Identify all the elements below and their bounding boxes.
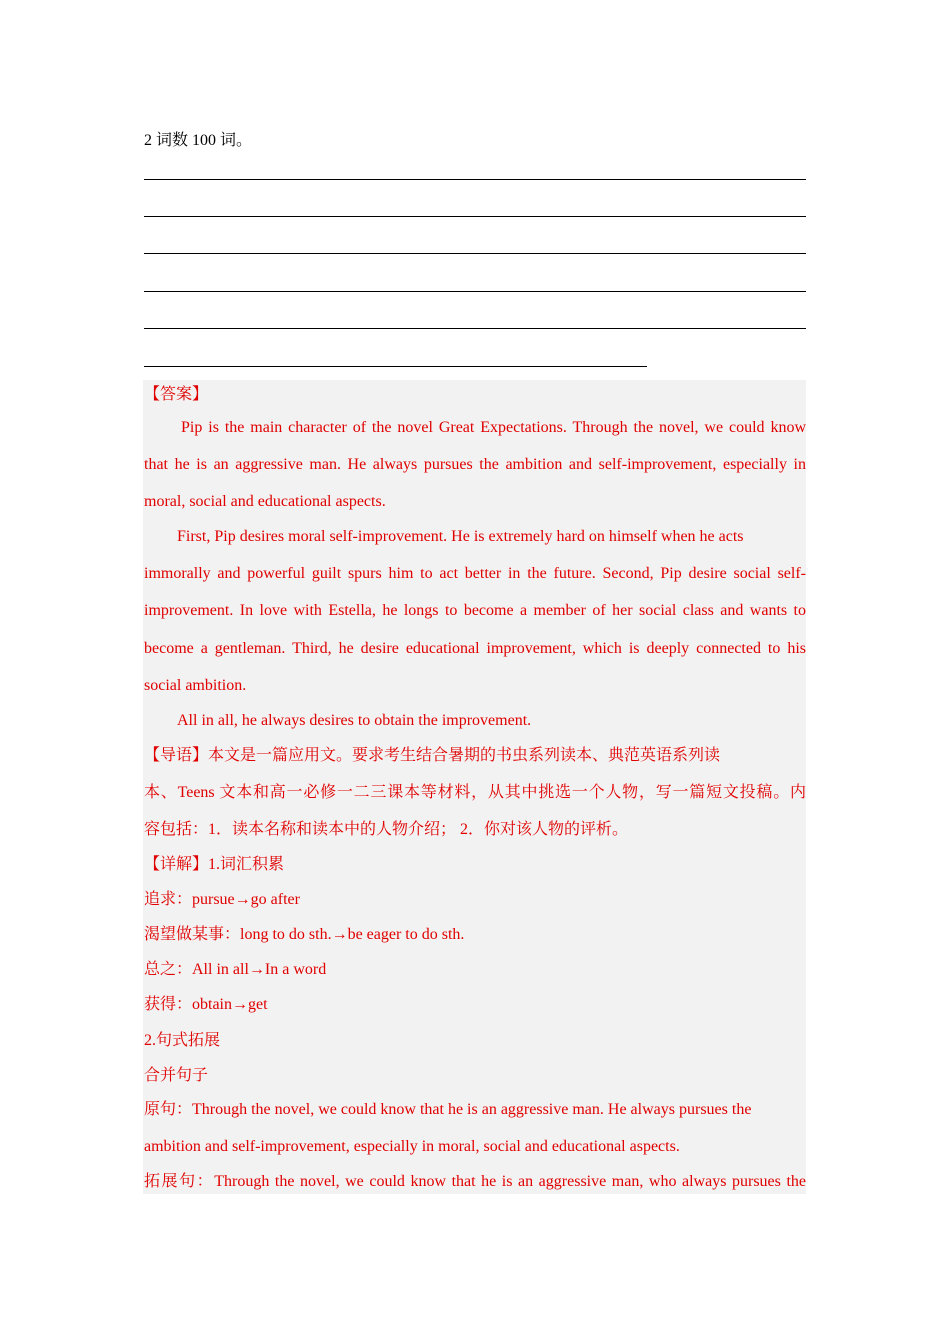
answer-blank-line: [144, 216, 806, 217]
prompt-tail: 2 词数 100 词。: [144, 132, 253, 149]
answer-blank-line: [144, 291, 806, 292]
vocab-item: 获得：obtain→get: [144, 996, 268, 1013]
answer-blank-line: [144, 366, 647, 367]
expanded-sentence-line: 拓展句：Through the novel, we could know that he is an aggressive man, who always pursues the: [144, 1173, 806, 1190]
guide-line: 本、Teens 文本和高一必修一二三课本等材料，从其中挑选一个人物，写一篇短文投稿。内: [144, 784, 806, 801]
answer-p2-line: First, Pip desires moral self-improvement. He is extremely hard on himself when he acts: [177, 528, 744, 545]
answer-blank-line: [144, 179, 806, 180]
answer-p2-line: become a gentleman. Third, he desire educational improvement, which is deeply connected to his: [144, 640, 806, 657]
answer-blank-line: [144, 328, 806, 329]
answer-p1-line: Pip is the main character of the novel Great Expectations. Through the novel, we could know: [181, 419, 806, 436]
vocab-item: 渴望做某事：long to do sth.→be eager to do sth.: [144, 926, 465, 943]
vocab-item: 追求：pursue→go after: [144, 891, 300, 908]
answer-p1-line: that he is an aggressive man. He always pursues the ambition and self-improvement, especially in: [144, 456, 806, 473]
section2-heading: 2.句式拓展: [144, 1032, 221, 1049]
original-sentence-line: ambition and self-improvement, especially in moral, social and educational aspects.: [144, 1138, 680, 1155]
answer-p3-line: All in all, he always desires to obtain the improvement.: [177, 712, 532, 729]
guide-line: 容包括：1．读本名称和读本中的人物介绍； 2．你对该人物的评析。: [144, 821, 629, 838]
answer-p2-line: improvement. In love with Estella, he longs to become a member of her social class and wants to: [144, 602, 806, 619]
vocab-item: 总之：All in all→In a word: [144, 961, 327, 978]
answer-blank-line: [144, 253, 806, 254]
guide-line: 【导语】本文是一篇应用文。要求考生结合暑期的书虫系列读本、典范英语系列读: [144, 747, 721, 764]
answer-p2-line: immorally and powerful guilt spurs him to act better in the future. Second, Pip desire social self-: [144, 565, 806, 582]
detail-heading: 【详解】1.词汇积累: [144, 856, 285, 873]
sub-heading: 合并句子: [144, 1067, 209, 1084]
answer-p1-line: moral, social and educational aspects.: [144, 493, 386, 510]
original-sentence-line: 原句：Through the novel, we could know that he is an aggressive man. He always pursues the: [144, 1101, 752, 1118]
answer-p2-line: social ambition.: [144, 677, 247, 694]
answer-label: 【答案】: [144, 386, 209, 403]
